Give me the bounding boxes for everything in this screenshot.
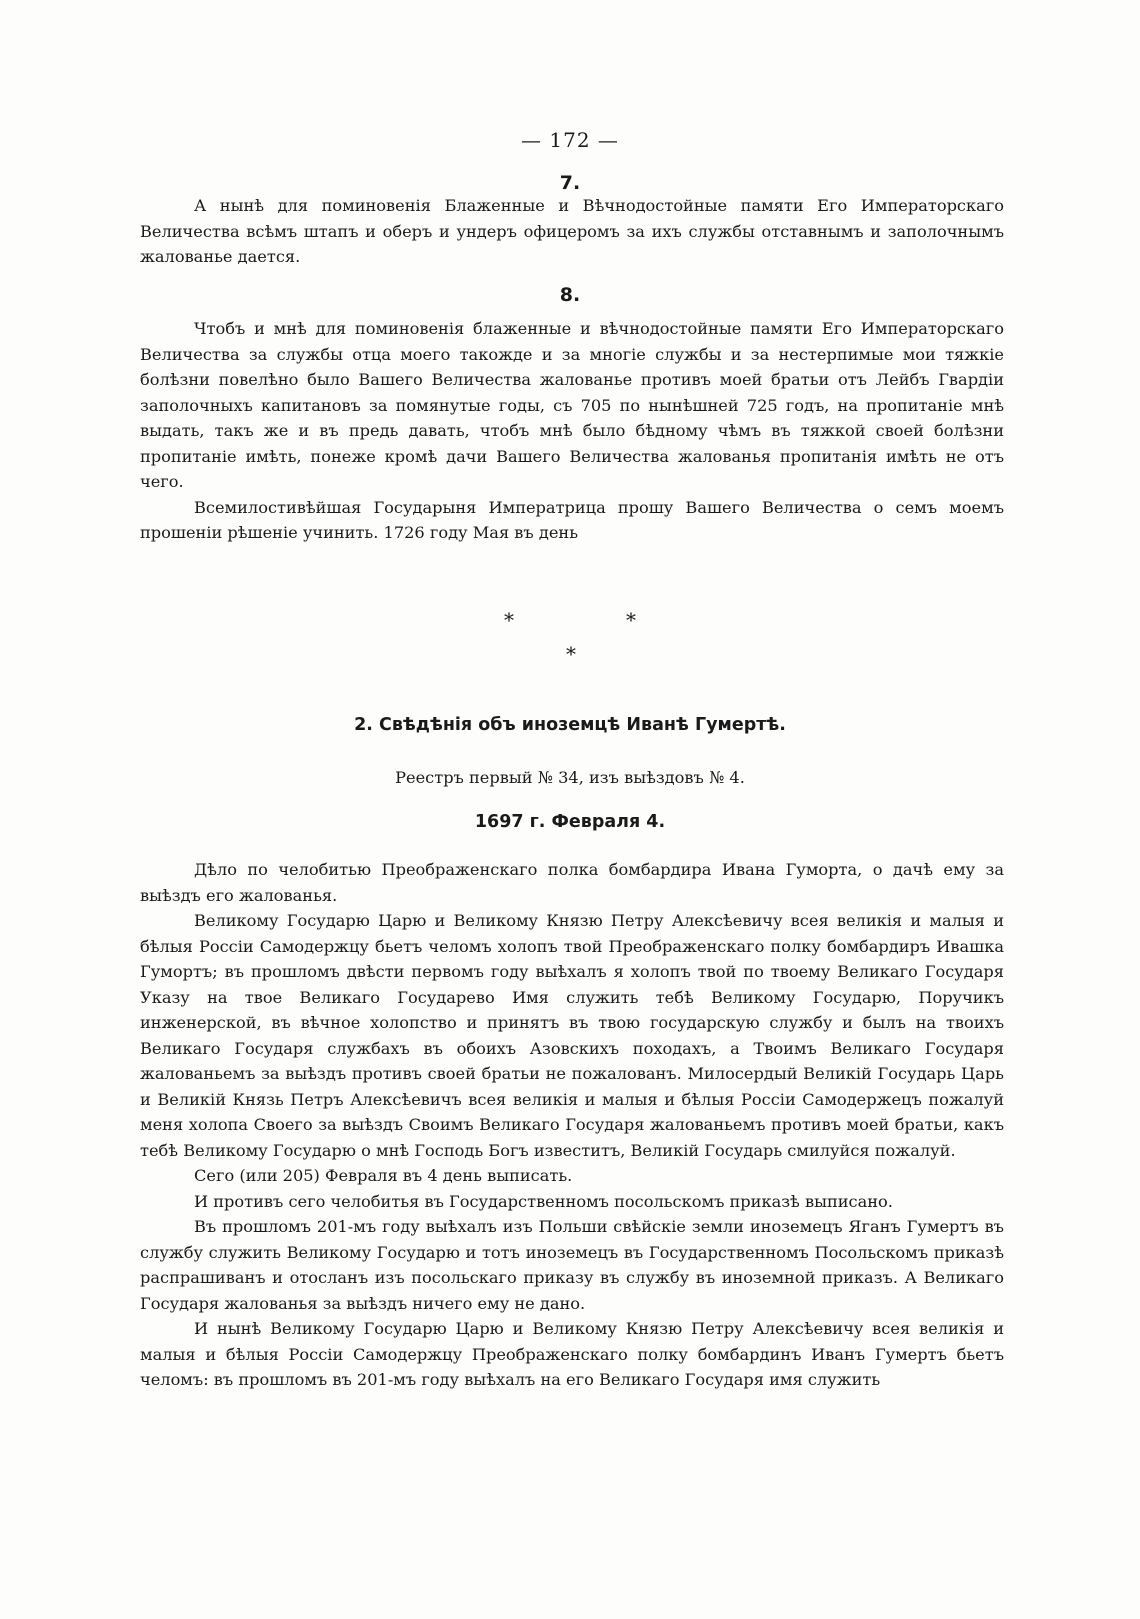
section-7-text-block <box>140 193 1004 270</box>
document-2-text-block <box>140 857 1004 1393</box>
document-2-paragraph: Сего (или 205) Февраля въ 4 день выписать. <box>194 1166 573 1185</box>
asterisk-right: * <box>626 608 636 632</box>
document-date: 1697 г. Февраля 4. <box>474 812 666 832</box>
section-8-paragraph: Всемилостивѣйшая Государыня Императрица прошу Вашего Величества о семъ моемъ прошеніи рѣшеніе учинить. 1726 году Мая въ день <box>140 497 1004 542</box>
page-number: — 172 — <box>521 128 619 152</box>
asterisk-left: * <box>504 608 514 632</box>
document-2-title: 2. Свѣдѣнія объ иноземцѣ Иванѣ Гумертѣ. <box>354 715 786 735</box>
document-2-paragraph: И нынѣ Великому Государю Царю и Великому Князю Петру Алексѣевичу всея великія и малыя и бѣлыя Россіи Самодержцу Преображенскаго полку бомбардинъ Иванъ Гумертъ бьетъ челомъ: въ прошломъ въ 201-мъ году выѣхалъ на его Великаго Государя имя служить <box>140 1319 1004 1389</box>
section-7-number: 7. <box>559 172 581 194</box>
document-2-paragraph: Въ прошломъ 201-мъ году выѣхалъ изъ Польши свѣйскіе земли иноземецъ Яганъ Гумертъ въ службу служить Великому Государю и тотъ иноземецъ въ Государственномъ Посольскомъ приказѣ распрашиванъ и отосланъ изъ посольскаго приказу въ службу въ иноземной приказъ. А Великаго Государя жалованья за выѣздъ ничего ему не дано. <box>140 1217 1004 1313</box>
asterisk-bottom: * <box>566 642 576 666</box>
section-8-text-block <box>140 316 1004 546</box>
document-2-paragraph: Дѣло по челобитью Преображенскаго полка бомбардира Ивана Гуморта, о дачѣ ему за выѣздъ его жалованья. <box>140 860 1004 905</box>
registry-line: Реестръ первый № 34, изъ выѣздовъ № 4. <box>395 768 745 787</box>
section-7-paragraph: А нынѣ для поминовенія Блаженные и Вѣчнодостойные памяти Его Императорскаго Величества всѣмъ штапъ и оберъ и ундеръ офицеромъ за ихъ службы отставнымъ и заполочнымъ жалованье дается. <box>140 196 1004 266</box>
document-2-paragraph: И противъ сего челобитья въ Государственномъ посольскомъ приказѣ выписано. <box>194 1191 893 1211</box>
section-8-paragraph: Чтобъ и мнѣ для поминовенія блаженные и вѣчнодостойные памяти Его Императорскаго Величества за службы отца моего такожде и за многіе службы и за нестерпимые мои тяжкіе болѣзни повелѣно было Вашего Величества жалованье противъ моей братьи отъ Лейбъ Гвардіи заполочныхъ капитановъ за помянутые годы, съ 705 по нынѣшней 725 годъ, на пропитаніе мнѣ выдать, такъ же и въ предь давать, чтобъ мнѣ было бѣдному чѣмъ въ тяжкой своей болѣзни пропитаніе имѣть, понеже кромѣ дачи Вашего Величества жалованья пропитанія имѣть не отъ чего. <box>140 319 1004 491</box>
section-8-number: 8. <box>559 284 581 306</box>
document-2-paragraph: Великому Государю Царю и Великому Князю Петру Алексѣевичу всея великія и малыя и бѣлыя Россіи Самодержцу бьетъ челомъ холопъ твой Преображенскаго полку бомбардиръ Ивашка Гумортъ; въ прошломъ двѣсти первомъ году выѣхалъ я холопъ твой по твоему Великаго Государя Указу на твое Великаго Государево Имя служить тебѣ Великому Государю, Поручикъ инженерской, въ вѣчное холопство и принятъ въ твою государскую службу и былъ на твоихъ Великаго Государя службахъ въ обоихъ Азовскихъ походахъ, а Твоимъ Великаго Государя жалованьемъ за выѣздъ противъ своей братьи не пожалованъ. Милосердый Великій Государь Царь и Великій Князь Петръ Алексѣевичъ всея великія и малыя и бѣлыя Россіи Самодержецъ пожалуй меня холопа Своего за выѣздъ Своимъ Великаго Государя жалованьемъ противъ моей братьи, какъ тебѣ Великому Государю о мнѣ Господь Богъ известитъ, Великій Государь смилуйся пожалуй. <box>140 911 1004 1160</box>
